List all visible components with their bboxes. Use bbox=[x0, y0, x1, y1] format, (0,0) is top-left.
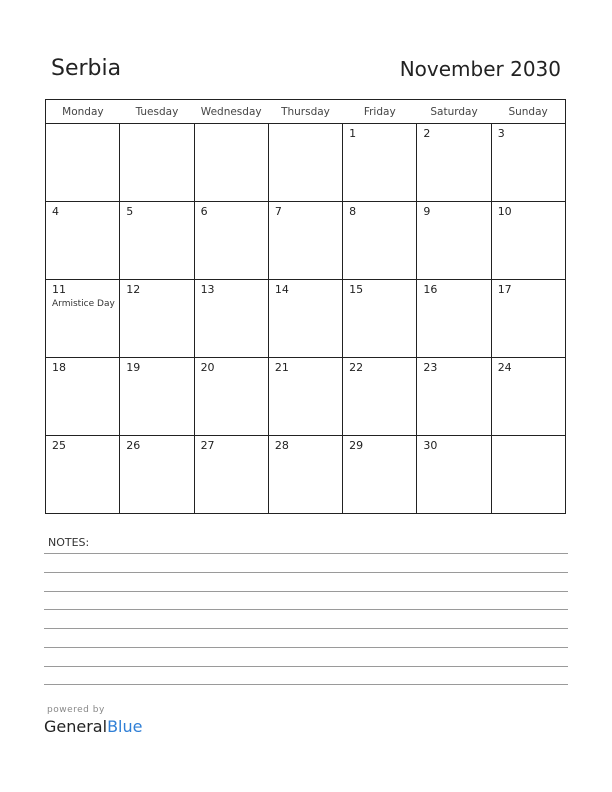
day-cell bbox=[46, 280, 120, 358]
day-number: 19 bbox=[126, 361, 141, 374]
generalblue-logo bbox=[44, 717, 142, 736]
note-line bbox=[44, 591, 568, 592]
day-cell bbox=[343, 202, 417, 280]
day-number: 11 bbox=[52, 283, 66, 296]
note-line bbox=[44, 647, 568, 648]
day-number: 25 bbox=[52, 439, 66, 452]
holiday-label: Armistice Day bbox=[52, 299, 115, 309]
day-number: 4 bbox=[52, 205, 59, 218]
calendar-body bbox=[46, 124, 566, 514]
day-cell bbox=[194, 124, 268, 202]
note-line bbox=[44, 684, 568, 685]
day-number: 5 bbox=[126, 205, 134, 218]
day-number: 28 bbox=[274, 439, 289, 452]
week-row bbox=[46, 436, 566, 514]
day-cell bbox=[120, 202, 194, 280]
day-cell bbox=[46, 358, 120, 436]
day-cell bbox=[194, 202, 268, 280]
day-number: 6 bbox=[200, 205, 208, 218]
day-number: 17 bbox=[497, 283, 512, 296]
day-cell bbox=[268, 280, 342, 358]
day-cell bbox=[268, 358, 342, 436]
note-line bbox=[44, 609, 568, 610]
note-line bbox=[44, 666, 568, 667]
day-number: 21 bbox=[274, 361, 289, 374]
weekday-header-row bbox=[46, 100, 566, 124]
logo-general: General bbox=[44, 717, 108, 736]
day-number: 30 bbox=[423, 439, 438, 452]
weekday-header: Wednesday bbox=[194, 100, 268, 124]
day-number: 7 bbox=[274, 205, 282, 218]
day-cell bbox=[491, 124, 565, 202]
day-number: 22 bbox=[349, 361, 364, 374]
day-cell bbox=[120, 358, 194, 436]
day-number: 13 bbox=[200, 283, 215, 296]
day-number: 20 bbox=[200, 361, 215, 374]
day-number: 18 bbox=[52, 361, 66, 374]
day-cell bbox=[194, 358, 268, 436]
note-line bbox=[44, 572, 568, 573]
day-cell bbox=[417, 436, 491, 514]
day-cell bbox=[268, 202, 342, 280]
day-cell bbox=[194, 436, 268, 514]
powered-by-text: powered by bbox=[47, 705, 105, 715]
day-cell bbox=[46, 202, 120, 280]
logo-blue: Blue bbox=[107, 717, 143, 736]
day-number: 1 bbox=[349, 127, 357, 140]
note-line bbox=[44, 628, 568, 629]
day-cell bbox=[491, 280, 565, 358]
day-cell bbox=[268, 436, 342, 514]
note-line bbox=[44, 553, 568, 554]
day-number: 24 bbox=[497, 361, 512, 374]
weekday-header: Tuesday bbox=[120, 100, 194, 124]
day-cell bbox=[417, 358, 491, 436]
weekday-header: Monday bbox=[46, 100, 120, 124]
day-number: 15 bbox=[349, 283, 364, 296]
week-row bbox=[46, 358, 566, 436]
weekday-header: Sunday bbox=[491, 100, 565, 124]
day-number: 3 bbox=[497, 127, 505, 140]
day-cell bbox=[343, 358, 417, 436]
day-cell bbox=[417, 202, 491, 280]
weekday-header: Thursday bbox=[268, 100, 342, 124]
day-cell bbox=[120, 280, 194, 358]
day-cell bbox=[46, 124, 120, 202]
country-title: Serbia bbox=[51, 56, 122, 81]
day-cell bbox=[491, 436, 565, 514]
day-number: 26 bbox=[126, 439, 141, 452]
day-cell bbox=[491, 202, 565, 280]
weekday-header: Saturday bbox=[417, 100, 491, 124]
day-cell bbox=[194, 280, 268, 358]
day-number: 16 bbox=[423, 283, 438, 296]
week-row bbox=[46, 202, 566, 280]
week-row bbox=[46, 124, 566, 202]
day-cell bbox=[491, 358, 565, 436]
day-number: 2 bbox=[423, 127, 431, 140]
day-number: 9 bbox=[423, 205, 431, 218]
day-number: 8 bbox=[349, 205, 357, 218]
day-number: 27 bbox=[200, 439, 215, 452]
week-row bbox=[46, 280, 566, 358]
day-cell bbox=[120, 124, 194, 202]
notes-label: NOTES: bbox=[48, 536, 90, 549]
day-number: 29 bbox=[349, 439, 364, 452]
calendar-grid bbox=[45, 99, 566, 514]
month-title: November 2030 bbox=[399, 57, 561, 81]
weekday-header: Friday bbox=[343, 100, 417, 124]
day-cell bbox=[417, 124, 491, 202]
day-cell bbox=[343, 280, 417, 358]
day-cell bbox=[417, 280, 491, 358]
day-number: 10 bbox=[497, 205, 512, 218]
day-number: 12 bbox=[126, 283, 141, 296]
day-cell bbox=[46, 436, 120, 514]
day-cell bbox=[343, 436, 417, 514]
day-cell bbox=[120, 436, 194, 514]
day-cell bbox=[268, 124, 342, 202]
day-cell bbox=[343, 124, 417, 202]
day-number: 14 bbox=[274, 283, 289, 296]
day-number: 23 bbox=[423, 361, 438, 374]
